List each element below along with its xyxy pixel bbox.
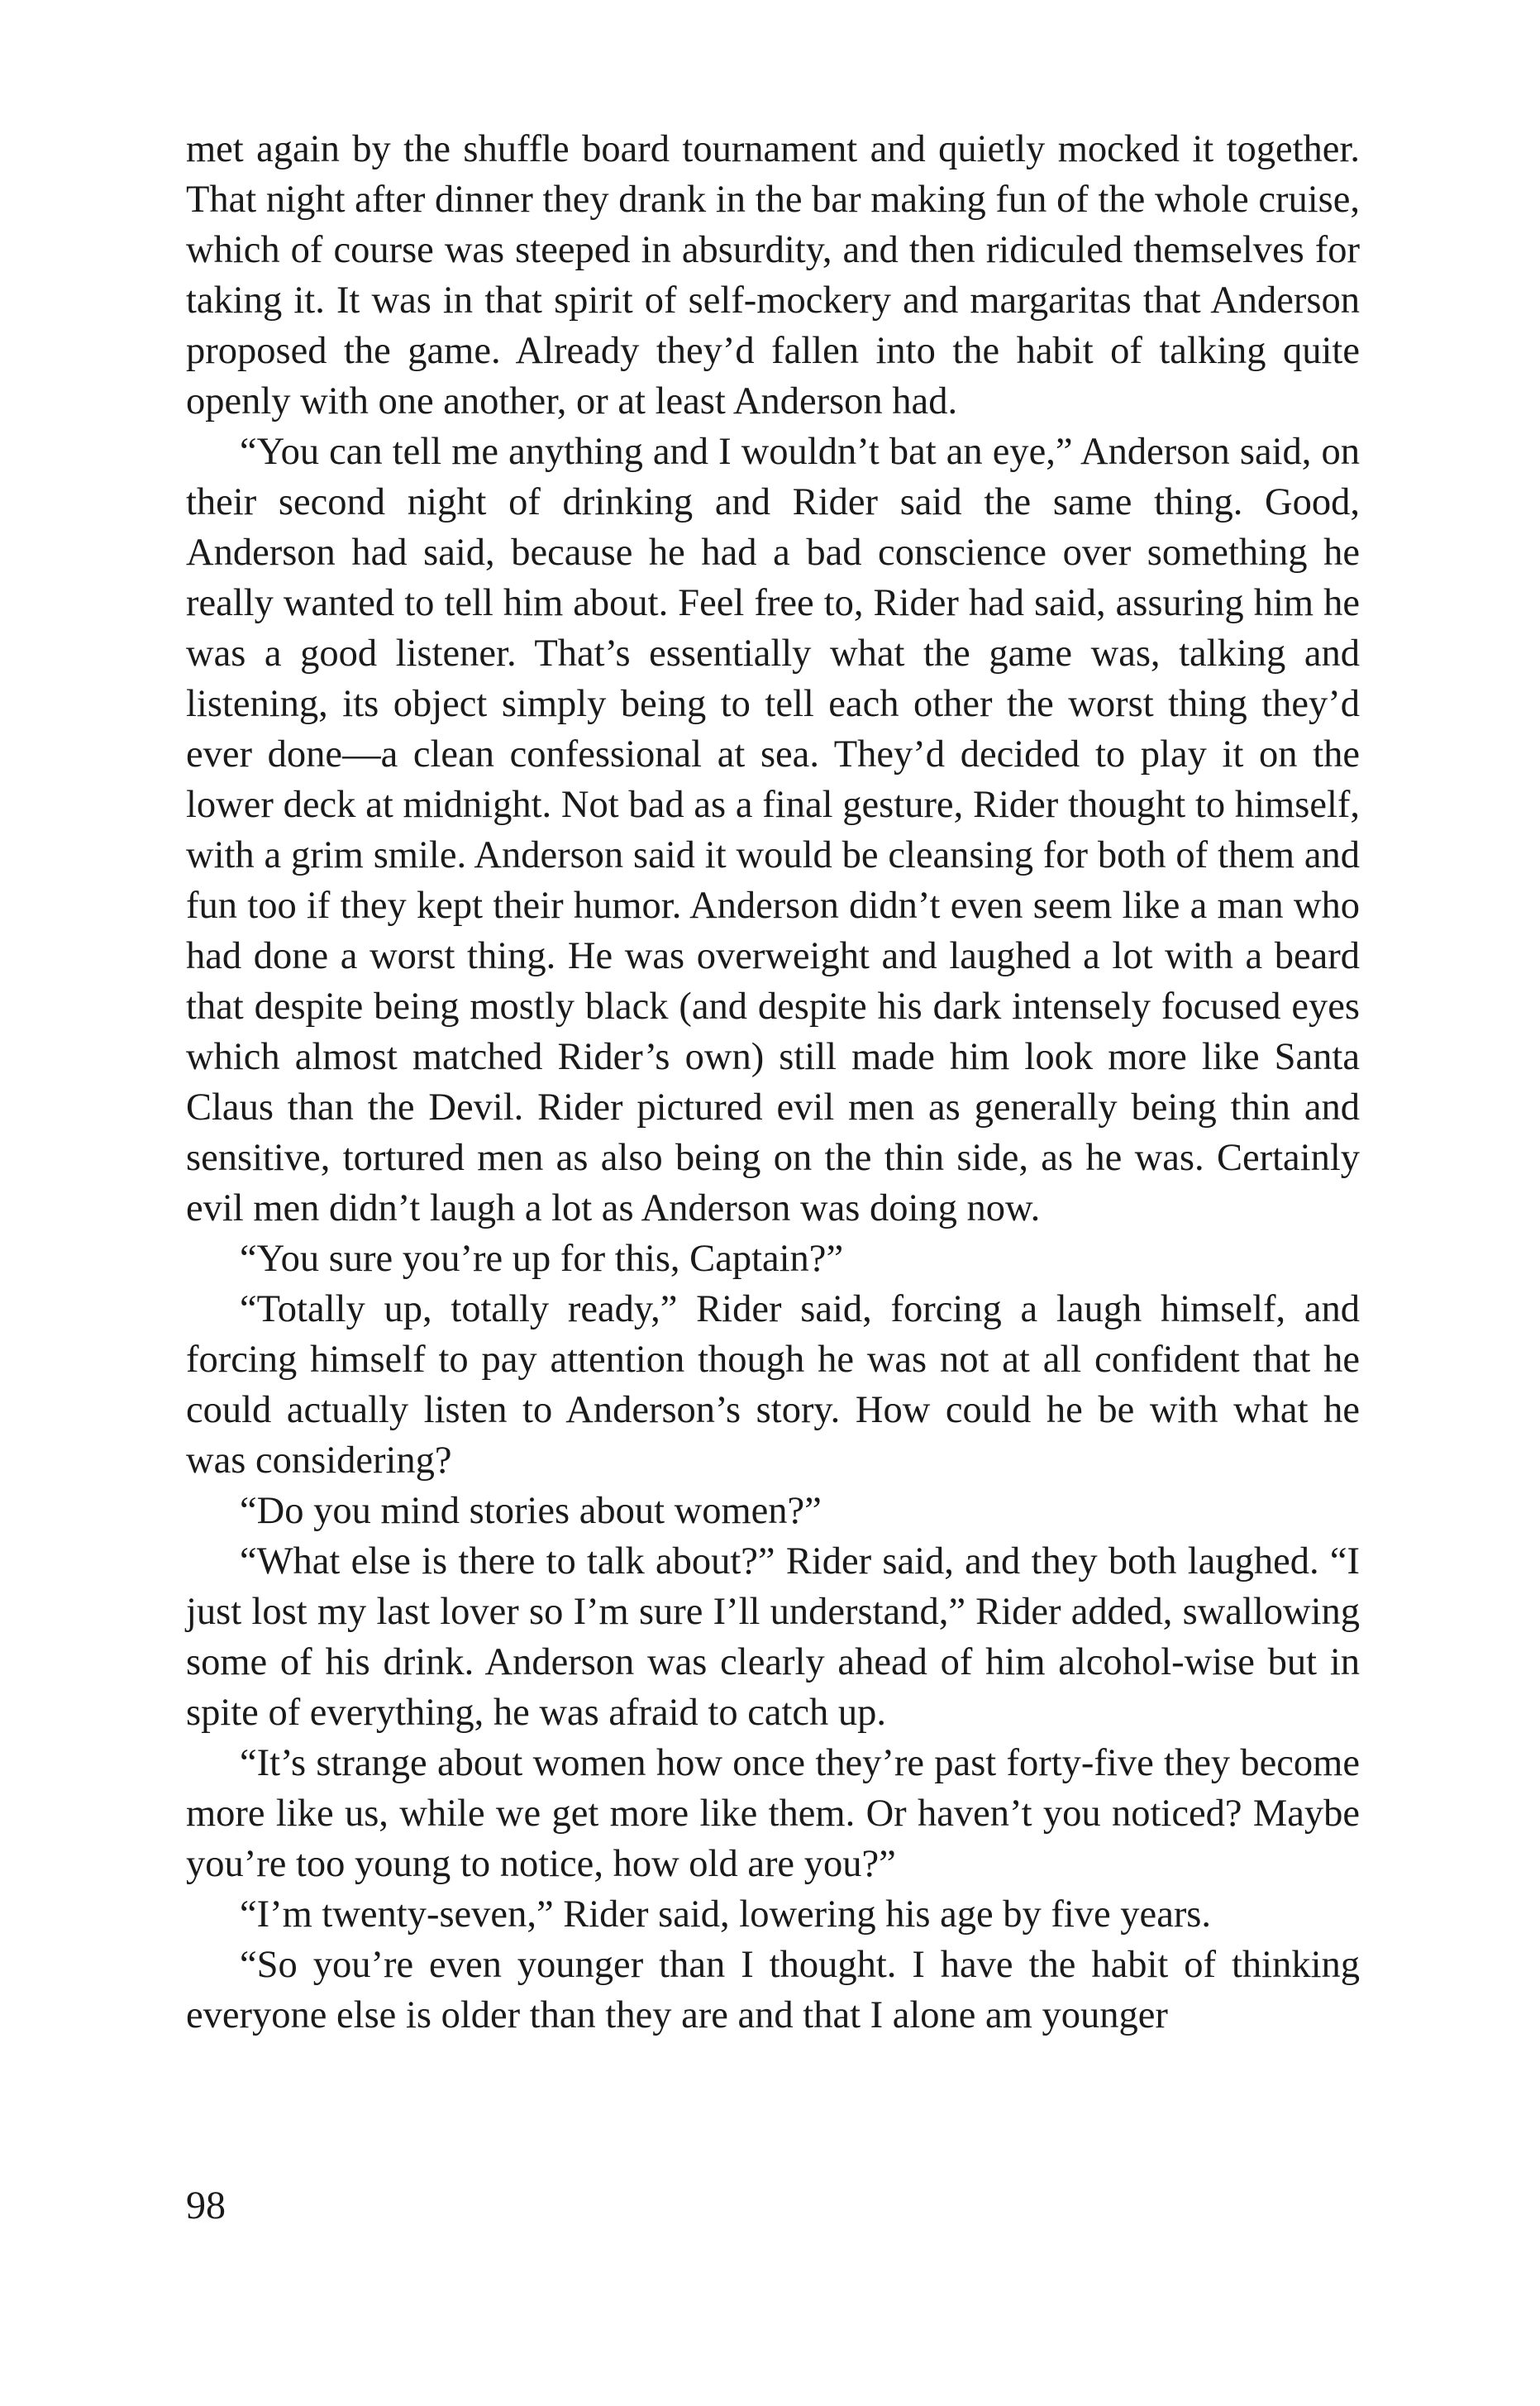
paragraph-6: “What else is there to talk about?” Rider said, and they both laughed. “I just lost my last lover so I’m sure I’ll understand,” Rider added, swallowing some of his drink. Anderson was clearly ahead of him alcohol-wise but in spite of everything, he was afraid to catch up.: [186, 1540, 1360, 1734]
page-number: 98: [186, 2184, 226, 2227]
paragraph-9: “So you’re even younger than I thought. I have the habit of thinking everyone else is older than they are and that I alone am younger: [186, 1944, 1360, 2036]
paragraph-4: “Totally up, totally ready,” Rider said, forcing a laugh himself, and forcing himself to pay attention though he was not at all confident that he could actually listen to Anderson’s story. How could he be with what he was considering?: [186, 1288, 1360, 1482]
body-text: [186, 124, 1360, 2041]
paragraph-1: met again by the shuffle board tournament and quietly mocked it together. That night after dinner they drank in the bar making fun of the whole cruise, which of course was steeped in absurdity, and then ridiculed themselves for taking it. It was in that spirit of self-mockery and margaritas that Anderson proposed the game. Already they’d fallen into the habit of talking quite openly with one another, or at least Anderson had.: [186, 128, 1360, 422]
paragraph-2: “You can tell me anything and I wouldn’t bat an eye,” Anderson said, on their second night of drinking and Rider said the same thing. Good, Anderson had said, because he had a bad conscience over something he really wanted to tell him about. Feel free to, Rider had said, assuring him he was a good listener. That’s essentially what the game was, talking and listening, its object simply being to tell each other the worst thing they’d ever done—a clean confessional at sea. They’d decided to play it on the lower deck at midnight. Not bad as a final gesture, Rider thought to himself, with a grim smile. Anderson said it would be cleansing for both of them and fun too if they kept their humor. Anderson didn’t even seem like a man who had done a worst thing. He was overweight and laughed a lot with a beard that despite being mostly black (and despite his dark intensely focused eyes which almost matched Rider’s own) still made him look more like Santa Claus than the Devil. Rider pictured evil men as generally being thin and sensitive, tortured men as also being on the thin side, as he was. Certainly evil men didn’t laugh a lot as Anderson was doing now.: [186, 431, 1360, 1229]
paragraph-3: “You sure you’re up for this, Captain?”: [240, 1238, 844, 1280]
paragraph-8: “I’m twenty-seven,” Rider said, lowering his age by five years.: [240, 1893, 1212, 1936]
paragraph-7: “It’s strange about women how once they’re past forty-five they become more like us, while we get more like them. Or haven’t you noticed? Maybe you’re too young to notice, how old are you?”: [186, 1742, 1360, 1885]
paragraph-5: “Do you mind stories about women?”: [240, 1490, 822, 1532]
